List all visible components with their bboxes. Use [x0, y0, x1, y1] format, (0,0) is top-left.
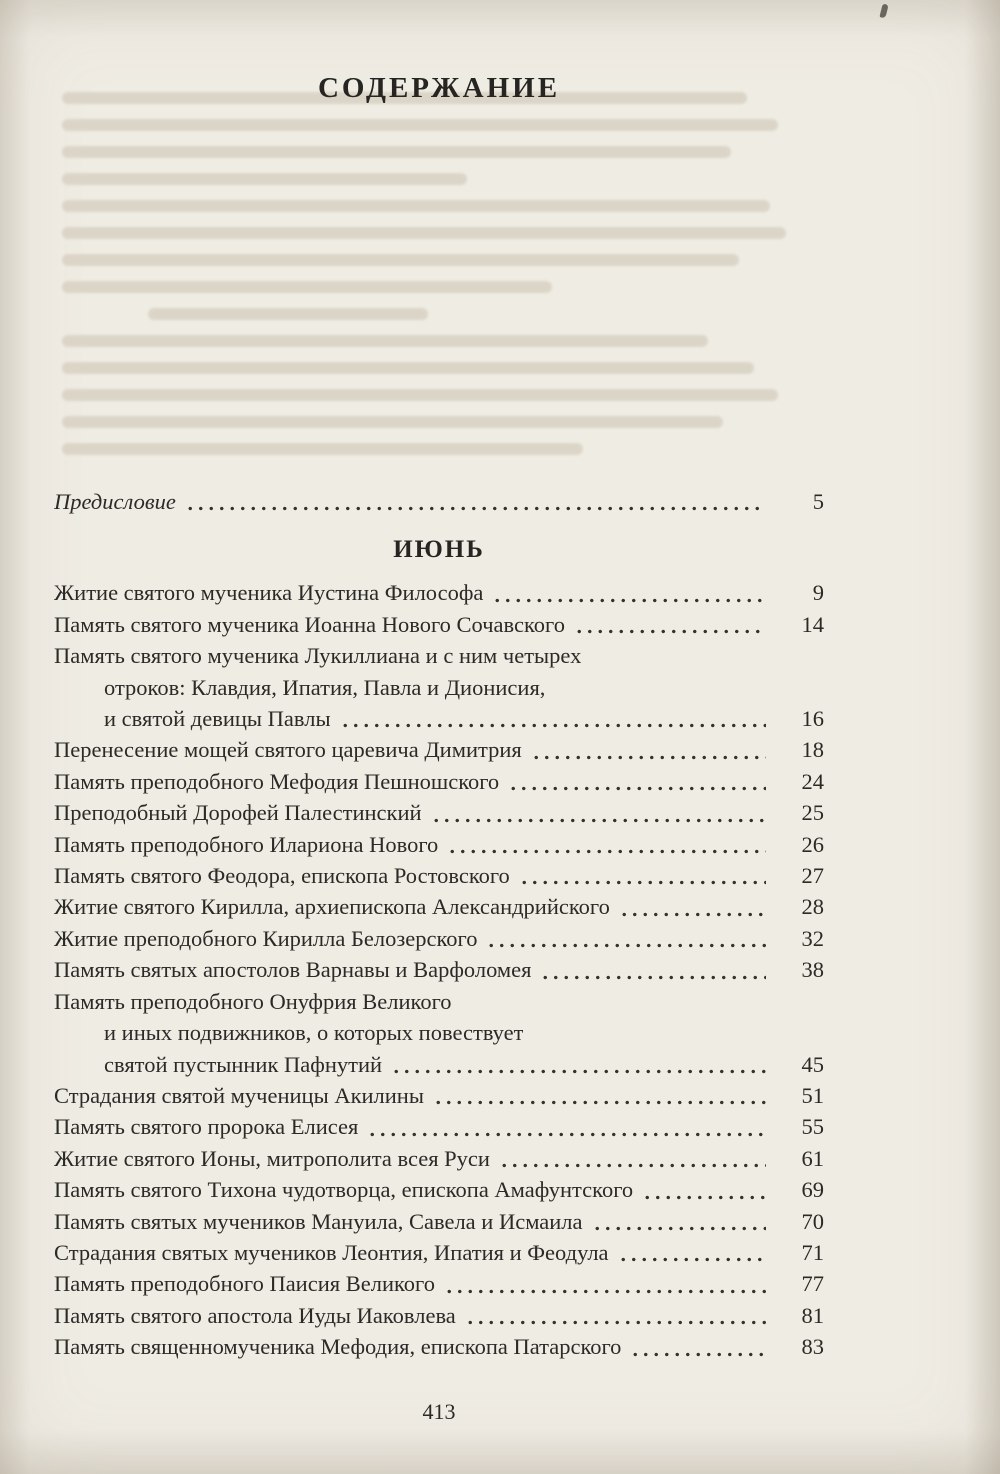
toc-entry-line [54, 1143, 824, 1174]
bleedthrough-line [62, 227, 786, 239]
dot-leader [486, 943, 766, 948]
bleedthrough-line [62, 362, 754, 374]
dot-leader [531, 755, 766, 760]
toc-entry-line [54, 609, 824, 640]
dot-leader [367, 1132, 766, 1137]
toc-entry-line [54, 1049, 824, 1080]
bleedthrough-line [62, 119, 778, 131]
toc-entry-page: 28 [801, 894, 824, 920]
toc-entry-page: 32 [801, 925, 824, 951]
toc-entry-line [54, 1174, 824, 1205]
dot-leader [642, 1195, 766, 1200]
preface-label: Предисловие [54, 489, 176, 514]
page-title: СОДЕРЖАНИЕ [317, 72, 561, 104]
toc-entry-line [54, 1206, 824, 1237]
preface-page-number: 5 [812, 489, 824, 514]
toc-entry-page: 45 [801, 1051, 824, 1077]
bleedthrough-line [62, 335, 708, 347]
dot-leader [465, 1320, 766, 1325]
toc-entry-page: 71 [801, 1239, 824, 1265]
dot-leader [391, 1069, 766, 1074]
toc-entry-text: Память святого мученика Иоанна Нового Сочавского [54, 611, 565, 637]
toc-entry-line [54, 766, 824, 797]
toc-entry-page: 25 [801, 800, 824, 826]
toc-entry-text: Житие святого Ионы, митрополита всея Руси [54, 1145, 490, 1171]
toc-entry-line [54, 672, 824, 703]
toc-entry-page: 9 [812, 580, 824, 606]
bleedthrough-line [148, 308, 428, 320]
dot-leader [433, 1100, 766, 1105]
toc-entry-text: Перенесение мощей святого царевича Димитрия [54, 737, 522, 763]
toc-entry-page: 69 [801, 1177, 824, 1203]
toc-entry-page: 27 [801, 863, 824, 889]
toc-entry-line [54, 703, 824, 734]
toc-entry-line [54, 1331, 824, 1362]
toc-entry-line [54, 640, 824, 671]
toc-entry-text: Память преподобного Мефодия Пешношского [54, 768, 500, 794]
toc-entry-page: 38 [801, 957, 824, 983]
dot-leader [592, 1226, 766, 1231]
toc-entry-text: и святой девицы Павлы [104, 706, 331, 732]
ink-mark [879, 3, 888, 18]
toc-entry-line [54, 1300, 824, 1331]
toc-entry-text: Память святого Феодора, епископа Ростовского [54, 863, 510, 889]
dot-leader [618, 1257, 766, 1262]
dot-leader [574, 629, 766, 634]
toc-entry-page: 70 [801, 1208, 824, 1234]
dot-leader [431, 818, 766, 823]
toc-entry-text: Житие святого Кирилла, архиепископа Александрийского [54, 894, 610, 920]
bleedthrough-line [62, 416, 723, 428]
toc-entry-page: 61 [801, 1145, 824, 1171]
table-of-contents [54, 486, 824, 1363]
dot-leader [185, 506, 766, 511]
toc-entry-text: Память святых апостолов Варнавы и Варфоломея [54, 957, 532, 983]
dot-leader [519, 880, 766, 885]
toc-entry-text: Страдания святых мучеников Леонтия, Ипатия и Феодула [54, 1239, 609, 1265]
toc-entry-page: 18 [801, 737, 824, 763]
toc-entry-text: Память преподобного Паисия Великого [54, 1271, 435, 1297]
toc-entry-line [54, 1111, 824, 1142]
toc-entry-text: святой пустынник Пафнутий [104, 1051, 383, 1077]
toc-entry-line [54, 734, 824, 765]
bleedthrough-line [62, 389, 778, 401]
toc-entry-page: 81 [801, 1302, 824, 1328]
dot-leader [630, 1352, 766, 1357]
dot-leader [444, 1289, 766, 1294]
toc-entry-line [54, 923, 824, 954]
dot-leader [340, 723, 766, 728]
folio-page-number: 413 [422, 1399, 456, 1424]
toc-entry-line [54, 891, 824, 922]
bleedthrough-line [62, 443, 583, 455]
dot-leader [619, 912, 766, 917]
section-heading-june: ИЮНЬ [393, 536, 485, 564]
toc-entry-line [54, 829, 824, 860]
dot-leader [499, 1163, 766, 1168]
toc-entry-line [54, 1268, 824, 1299]
toc-entry-text: Страдания святой мученицы Акилины [54, 1082, 424, 1108]
toc-entry-text: Память святого мученика Лукиллиана и с ним четырех [54, 643, 582, 669]
bleedthrough-line [62, 173, 467, 185]
toc-entry-line [54, 1017, 824, 1048]
toc-entry-line [54, 797, 824, 828]
toc-entry-page: 14 [801, 611, 824, 637]
toc-entry-line [54, 1080, 824, 1111]
toc-entry-text: Память преподобного Онуфрия Великого [54, 988, 452, 1014]
toc-entry-text: Житие преподобного Кирилла Белозерского [54, 925, 478, 951]
toc-entry-text: Память святого Тихона чудотворца, епископа Амафунтского [54, 1177, 634, 1203]
dot-leader [447, 849, 766, 854]
dot-leader [508, 786, 766, 791]
toc-entry-page: 26 [801, 831, 824, 857]
toc-list [54, 577, 824, 1362]
toc-entry-text: Память священномученика Мефодия, епископа Патарского [54, 1334, 622, 1360]
toc-entry-line [54, 577, 824, 608]
toc-entry-text: Память святых мучеников Мануила, Савела и Исмаила [54, 1208, 583, 1234]
toc-entry-page: 77 [801, 1271, 824, 1297]
toc-entry-line [54, 986, 824, 1017]
bleedthrough-line [62, 146, 731, 158]
toc-entry-text: Память святого пророка Елисея [54, 1114, 359, 1140]
toc-entry-line [54, 860, 824, 891]
toc-entry-text: Житие святого мученика Иустина Философа [54, 580, 484, 606]
toc-entry-page: 55 [801, 1114, 824, 1140]
bleedthrough-line [62, 281, 552, 293]
dot-leader [492, 598, 766, 603]
toc-entry-page: 51 [801, 1082, 824, 1108]
toc-entry-preface [54, 486, 824, 517]
toc-entry-page: 24 [801, 768, 824, 794]
toc-entry-page: 16 [801, 706, 824, 732]
toc-entry-line [54, 1237, 824, 1268]
toc-entry-text: отроков: Клавдия, Ипатия, Павла и Дионисия, [104, 674, 546, 700]
dot-leader [540, 975, 766, 980]
bleedthrough-text [56, 92, 834, 470]
toc-entry-text: Память святого апостола Иуды Иаковлева [54, 1302, 456, 1328]
bleedthrough-line [62, 200, 770, 212]
toc-entry-text: и иных подвижников, о которых повествует [104, 1020, 524, 1046]
toc-entry-text: Преподобный Дорофей Палестинский [54, 800, 422, 826]
bleedthrough-line [62, 254, 739, 266]
toc-entry-line [54, 954, 824, 985]
toc-entry-page: 83 [801, 1334, 824, 1360]
toc-entry-text: Память преподобного Илариона Нового [54, 831, 439, 857]
